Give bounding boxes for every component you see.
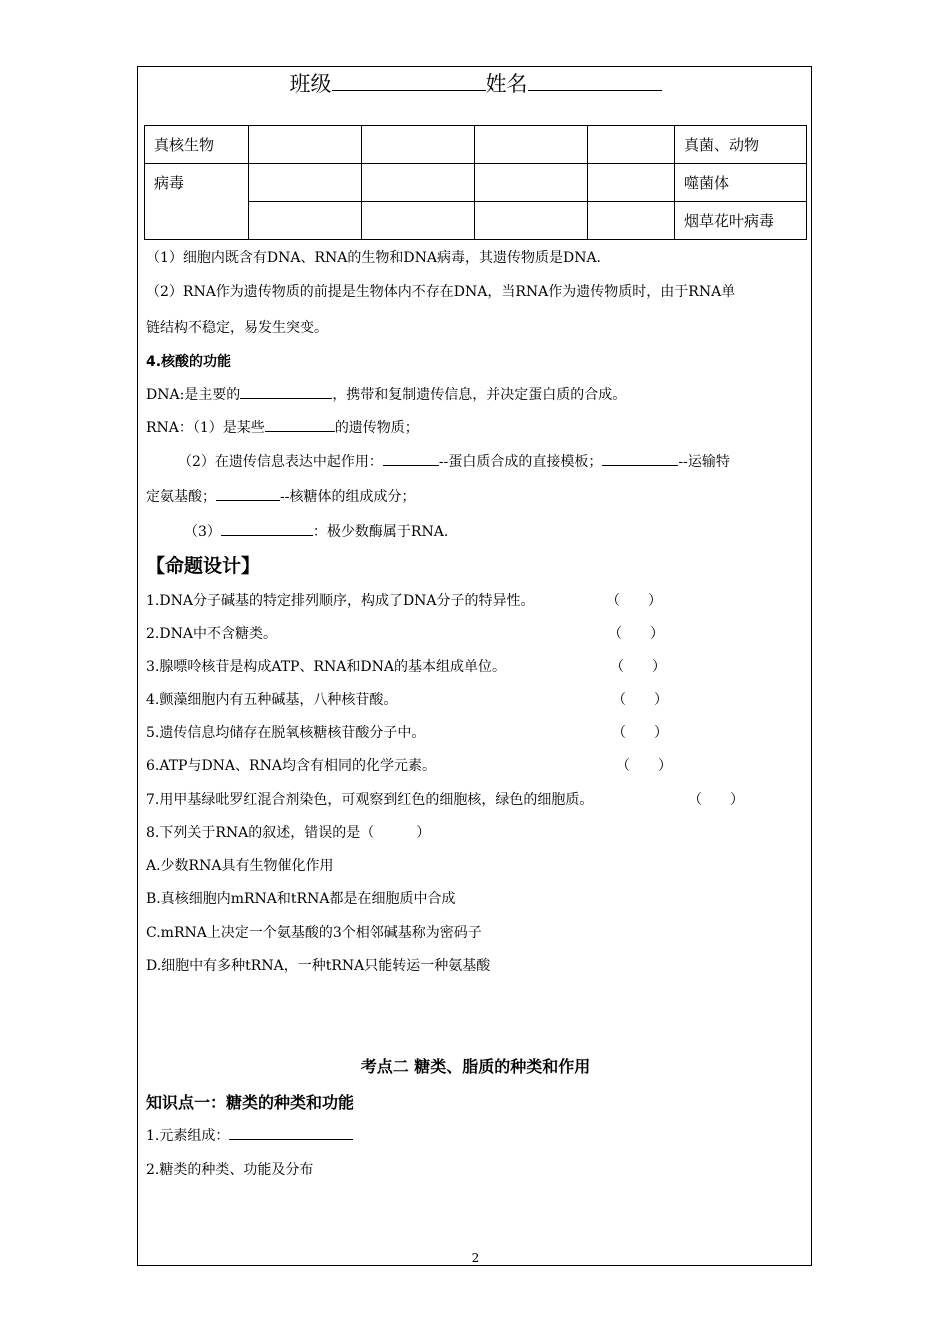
answer-paren[interactable]: （ ）	[606, 593, 662, 609]
section-4-title: 4.核酸的功能	[146, 354, 232, 370]
judgment-item: 3.腺嘌呤核苷是构成ATP、RNA和DNA的基本组成单位。	[146, 659, 506, 675]
design-title: 【命题设计】	[146, 555, 261, 577]
answer-paren[interactable]: （ ）	[612, 725, 668, 741]
judgment-item: 2.DNA中不含糖类。	[146, 626, 277, 642]
option-d[interactable]: D.细胞中有多种tRNA，一种tRNA只能转运一种氨基酸	[146, 958, 491, 974]
table-cell-blank[interactable]	[475, 202, 588, 240]
note-2a: （2）RNA作为遗传物质的前提是生物体内不存在DNA，当RNA作为遗传物质时，由于RNA单	[146, 284, 736, 300]
class-blank[interactable]	[332, 70, 486, 91]
rna-function-1-text-a: RNA：（1）是某些	[146, 420, 265, 436]
rna-function-2-cont-line	[146, 486, 415, 506]
rna-function-3-line	[184, 521, 448, 541]
table-cell-blank[interactable]	[362, 202, 475, 240]
answer-paren[interactable]: （ ）	[612, 692, 668, 708]
table-row	[145, 164, 807, 202]
trna-blank[interactable]	[602, 451, 678, 466]
element-composition-blank[interactable]	[229, 1125, 353, 1140]
table-row	[145, 126, 807, 164]
rna-function-2-text-a: （2）在遗传信息表达中起作用：	[178, 454, 383, 470]
table-cell-blank[interactable]	[249, 126, 362, 164]
table-cell-blank[interactable]	[475, 126, 588, 164]
knowledge-point-1: 知识点一：糖类的种类和功能	[146, 1093, 355, 1112]
option-b[interactable]: B.真核细胞内mRNA和tRNA都是在细胞质中合成	[146, 891, 456, 907]
element-composition-text: 1.元素组成：	[146, 1128, 230, 1144]
name-label: 姓名	[485, 72, 528, 96]
element-composition-line	[146, 1125, 353, 1145]
rna-function-1-line	[146, 417, 419, 437]
class-label: 班级	[289, 72, 332, 96]
table-cell-blank[interactable]	[362, 164, 475, 202]
judgment-item: 4.颤藻细胞内有五种碱基，八种核苷酸。	[146, 692, 398, 708]
rna-function-2-text-d: 定氨基酸；	[146, 489, 216, 505]
note-1: （1）细胞内既含有DNA、RNA的生物和DNA病毒，其遗传物质是DNA.	[146, 250, 602, 266]
table-cell-blank[interactable]	[362, 126, 475, 164]
worksheet-header	[138, 69, 813, 99]
judgment-item: 5.遗传信息均储存在脱氧核糖核苷酸分子中。	[146, 725, 426, 741]
table-cell-label: 真核生物	[145, 126, 249, 164]
page-number: 2	[471, 1251, 480, 1265]
rna-function-3-blank[interactable]	[221, 521, 313, 536]
table-cell-label: 病毒	[145, 164, 249, 240]
dna-function-blank[interactable]	[240, 384, 332, 399]
rna-function-2-text-c: --运输特	[678, 454, 730, 470]
note-2b: 链结构不稳定，易发生突变。	[146, 320, 328, 336]
answer-paren[interactable]: （ ）	[688, 792, 744, 808]
answer-paren[interactable]: （ ）	[608, 626, 664, 642]
page-frame	[137, 66, 812, 1266]
table-cell-blank[interactable]	[588, 164, 675, 202]
rna-function-2-line	[178, 451, 730, 471]
name-blank[interactable]	[528, 70, 662, 91]
table-cell-blank[interactable]	[249, 202, 362, 240]
rna-function-2-text-b: --蛋白质合成的直接模板；	[438, 454, 603, 470]
option-c[interactable]: C.mRNA上决定一个氨基酸的3个相邻碱基称为密码子	[146, 925, 482, 941]
judgment-item: 1.DNA分子碱基的特定排列顺序，构成了DNA分子的特异性。	[146, 593, 535, 609]
judgment-item: 6.ATP与DNA、RNA均含有相同的化学元素。	[146, 758, 436, 774]
rna-function-2-text-e: --核糖体的组成成分；	[280, 489, 416, 505]
table-cell-example: 真菌、动物	[675, 126, 807, 164]
dna-function-text-b: ，携带和复制遗传信息，并决定蛋白质的合成。	[332, 387, 627, 403]
dna-function-line	[146, 384, 626, 404]
answer-paren[interactable]: （ ）	[610, 659, 666, 675]
rrna-blank[interactable]	[216, 486, 280, 501]
dna-function-text-a: DNA:是主要的	[146, 387, 241, 403]
option-a[interactable]: A.少数RNA具有生物催化作用	[146, 858, 334, 874]
rna-function-1-blank[interactable]	[265, 417, 335, 432]
rna-function-3-text-b: ：极少数酶属于RNA.	[312, 524, 449, 540]
part-2-title: 考点二 糖类、脂质的种类和作用	[360, 1057, 591, 1076]
sugar-types-line: 2.糖类的种类、功能及分布	[146, 1162, 314, 1178]
organism-table	[144, 125, 807, 240]
table-cell-example: 噬菌体	[675, 164, 807, 202]
question-8: 8.下列关于RNA的叙述，错误的是（ ）	[146, 825, 431, 841]
table-cell-blank[interactable]	[588, 126, 675, 164]
judgment-item: 7.用甲基绿吡罗红混合剂染色，可观察到红色的细胞核，绿色的细胞质。	[146, 792, 594, 808]
answer-paren[interactable]: （ ）	[616, 758, 672, 774]
table-cell-example: 烟草花叶病毒	[675, 202, 807, 240]
table-cell-blank[interactable]	[588, 202, 675, 240]
rna-function-1-text-b: 的遗传物质；	[334, 420, 419, 436]
table-cell-blank[interactable]	[475, 164, 588, 202]
mrna-blank[interactable]	[383, 451, 439, 466]
rna-function-3-text-a: （3）	[184, 524, 221, 540]
table-cell-blank[interactable]	[249, 164, 362, 202]
